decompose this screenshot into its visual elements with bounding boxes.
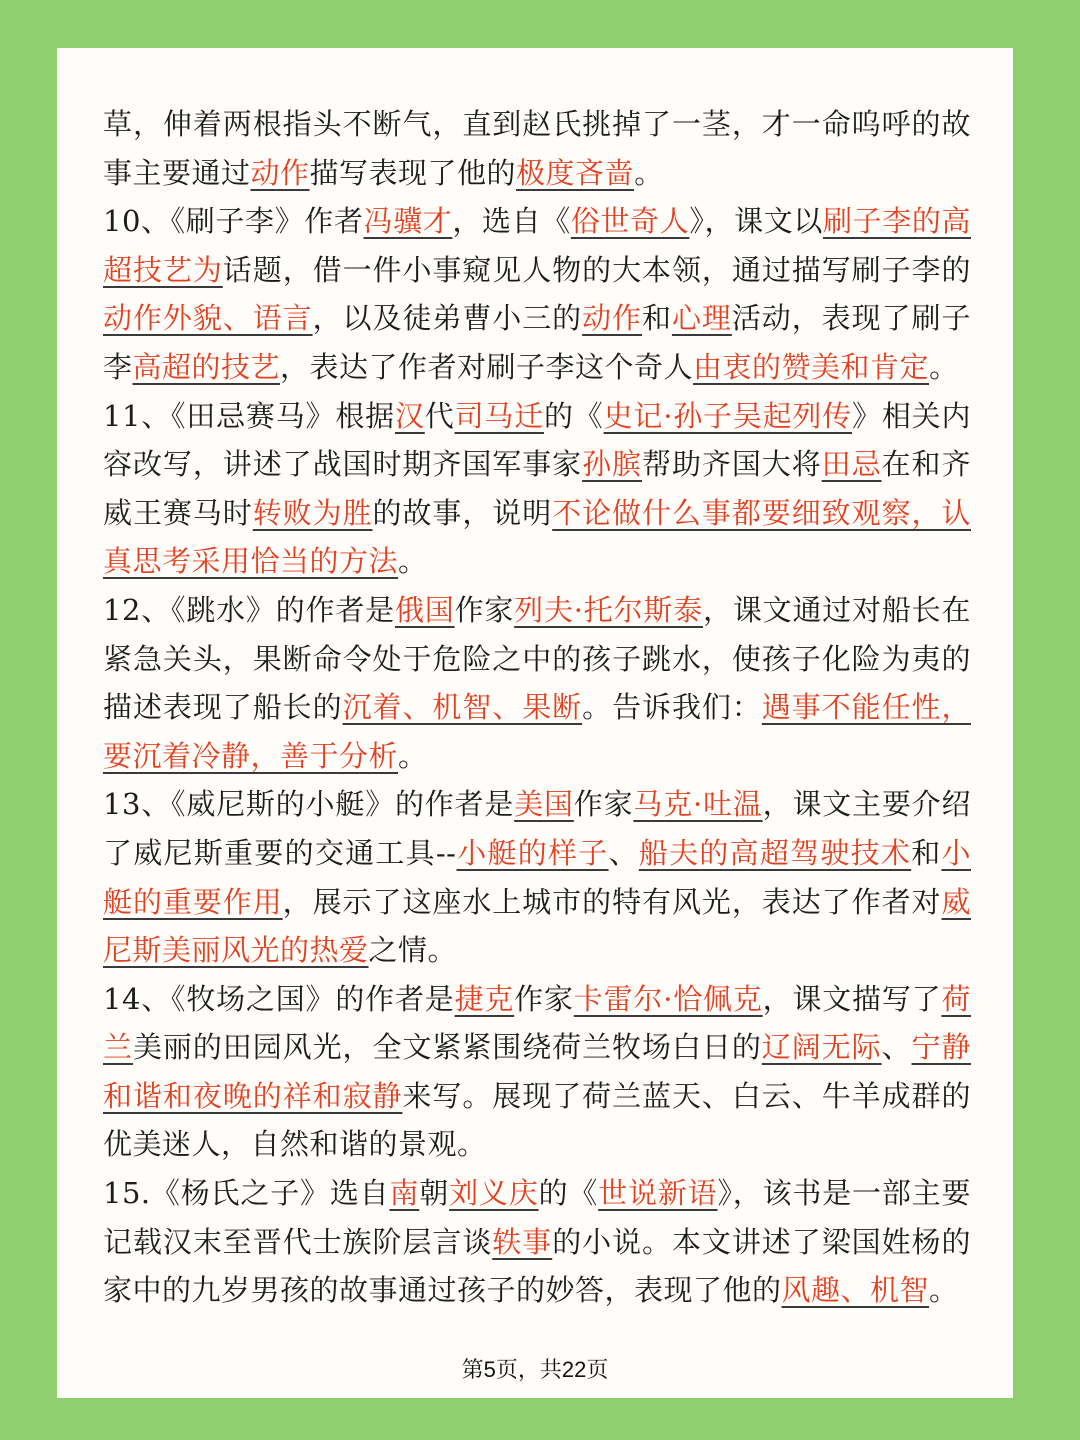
highlighted-keyword: 动作	[250, 155, 310, 190]
body-text: ，选自《	[452, 204, 571, 239]
body-text: 朝	[419, 1176, 450, 1211]
highlighted-keyword: 捷克	[454, 981, 515, 1016]
body-text: 草，伸着两根指头不断气，直到赵氏挑掉了一茎，才一命呜呼的故事主要通过	[103, 107, 971, 190]
body-text: 11、《田忌赛马》根据	[103, 398, 395, 433]
body-text: 和	[642, 301, 672, 336]
highlighted-keyword: 由衷的赞美和肯定	[693, 349, 930, 384]
body-text: 》，该书是一部主要记载汉末至晋代士族阶层言谈	[103, 1176, 971, 1259]
paragraph-p-14	[103, 975, 971, 1169]
body-text: ，课文通过对船长在紧急关头，果断命令处于危险之中的孩子跳水，使孩子化险为夷的描述表现了船长的	[103, 592, 971, 725]
highlighted-keyword: 宁静和谐和夜晚的祥和寂静	[103, 1030, 971, 1113]
body-text: 、	[608, 835, 639, 870]
body-text: 。	[398, 738, 428, 773]
paragraph-p-13	[103, 780, 971, 974]
highlighted-keyword: 沉着、机智、果断	[342, 690, 583, 725]
paragraph-p-15	[103, 1169, 971, 1315]
body-text: ，表达了作者对刷子李这个奇人	[280, 349, 694, 384]
body-text: 帮助齐国大将	[642, 447, 822, 482]
highlighted-keyword: 列夫·托尔斯泰	[514, 592, 704, 627]
highlighted-keyword: 心理	[671, 301, 732, 336]
highlighted-keyword: 美国	[514, 787, 574, 822]
highlighted-keyword: 南	[389, 1176, 420, 1211]
body-text: 和	[911, 835, 942, 870]
body-text: 作家	[454, 592, 515, 627]
body-text: 。	[398, 544, 428, 579]
highlighted-keyword: 卡雷尔·恰佩克	[573, 981, 763, 1016]
highlighted-keyword: 小艇的重要作用	[103, 835, 971, 919]
highlighted-keyword: 司马迁	[454, 398, 544, 433]
document-body	[103, 100, 971, 1315]
body-text: 15.《杨氏之子》选自	[103, 1176, 390, 1211]
highlighted-keyword: 船夫的高超驾驶技术	[638, 835, 912, 870]
body-text: 的故事，说明	[372, 495, 553, 530]
highlighted-keyword: 极度吝啬	[516, 155, 635, 190]
body-text: 作家	[514, 981, 574, 1016]
body-text: 、	[881, 1030, 912, 1065]
highlighted-keyword: 高超的技艺	[132, 349, 281, 384]
highlighted-keyword: 田忌	[821, 447, 882, 482]
paragraph-p-11	[103, 392, 971, 586]
body-text: 来写。展现了荷兰蓝天、白云、牛羊成群的优美迷人，自然和谐的景观。	[103, 1078, 971, 1162]
highlighted-keyword: 小艇的样子	[456, 835, 609, 870]
body-text: 》相关内容改写，讲述了战国时期齐国军事家	[103, 398, 971, 482]
paragraph-p-9-cont	[103, 100, 971, 197]
document-page	[57, 48, 1013, 1398]
body-text: 。	[929, 1273, 959, 1308]
highlighted-keyword: 刘义庆	[449, 1176, 539, 1211]
body-text: 的《	[543, 398, 604, 433]
body-text: 13、《威尼斯的小艇》的作者是	[103, 787, 515, 822]
body-text: 之情。	[368, 933, 458, 968]
body-text: 。告诉我们：	[582, 690, 762, 725]
highlighted-keyword: 风趣、机智	[781, 1273, 930, 1308]
body-text: 描写表现了他的	[309, 155, 517, 190]
highlighted-keyword: 冯骥才	[363, 204, 453, 239]
body-text: 代	[424, 398, 455, 433]
body-text: ，课文主要介绍了威尼斯重要的交通工具--	[103, 787, 971, 870]
body-text: ，课文描写了	[762, 981, 942, 1016]
paragraph-p-12	[103, 586, 971, 780]
body-text: 10、《刷子李》作者	[103, 204, 364, 239]
body-text: 美丽的田园风光，全文紧紧围绕荷兰牧场白日的	[132, 1030, 762, 1065]
highlighted-keyword: 动作外貌、语言	[103, 301, 313, 336]
body-text: ，以及徒弟曹小三的	[312, 301, 583, 336]
body-text: ，展示了这座水上城市的特有风光，表达了作者对	[282, 884, 942, 919]
body-text: 。	[634, 155, 664, 190]
body-text: 12、《跳水》的作者是	[103, 592, 395, 627]
body-text: 在和齐威王赛马时	[103, 447, 971, 530]
body-text: 活动，表现了刷子李	[103, 301, 971, 384]
highlighted-keyword: 不论做什么事都要细致观察，认真思考采用恰当的方法	[103, 495, 971, 579]
highlighted-keyword: 轶事	[492, 1224, 553, 1259]
highlighted-keyword: 转败为胜	[252, 495, 373, 530]
highlighted-keyword: 汉	[394, 398, 425, 433]
body-text: 作家	[573, 787, 634, 822]
body-text: 14、《牧场之国》的作者是	[103, 981, 455, 1016]
body-text: 的小说。本文讲述了梁国姓杨的家中的九岁男孩的故事通过孩子的妙答，表现了他的	[103, 1224, 971, 1308]
highlighted-keyword: 马克·吐温	[633, 787, 763, 822]
highlighted-keyword: 威尼斯美丽风光的热爱	[103, 884, 971, 968]
body-text: 话题，借一件小事窥见人物的大本领，通过描写刷子李的	[222, 252, 971, 287]
highlighted-keyword: 俄国	[394, 592, 455, 627]
body-text: 。	[929, 349, 959, 384]
highlighted-keyword: 刷子李的高超技艺为	[103, 204, 971, 287]
highlighted-keyword: 世说新语	[598, 1176, 718, 1211]
highlighted-keyword: 动作	[582, 301, 642, 336]
highlighted-keyword: 辽阔无际	[761, 1030, 882, 1065]
highlighted-keyword: 孙膑	[582, 447, 642, 482]
highlighted-keyword: 荷兰	[103, 981, 971, 1065]
page-number-footer: 第5页，共22页	[461, 1357, 609, 1382]
body-text: 》，课文以	[689, 204, 823, 239]
highlighted-keyword: 遇事不能任性，要沉着冷静，善于分析	[103, 690, 971, 773]
highlighted-keyword: 史记·孙子吴起列传	[603, 398, 853, 433]
body-text: 的《	[538, 1176, 599, 1211]
paragraph-p-10	[103, 197, 971, 391]
highlighted-keyword: 俗世奇人	[570, 204, 690, 239]
